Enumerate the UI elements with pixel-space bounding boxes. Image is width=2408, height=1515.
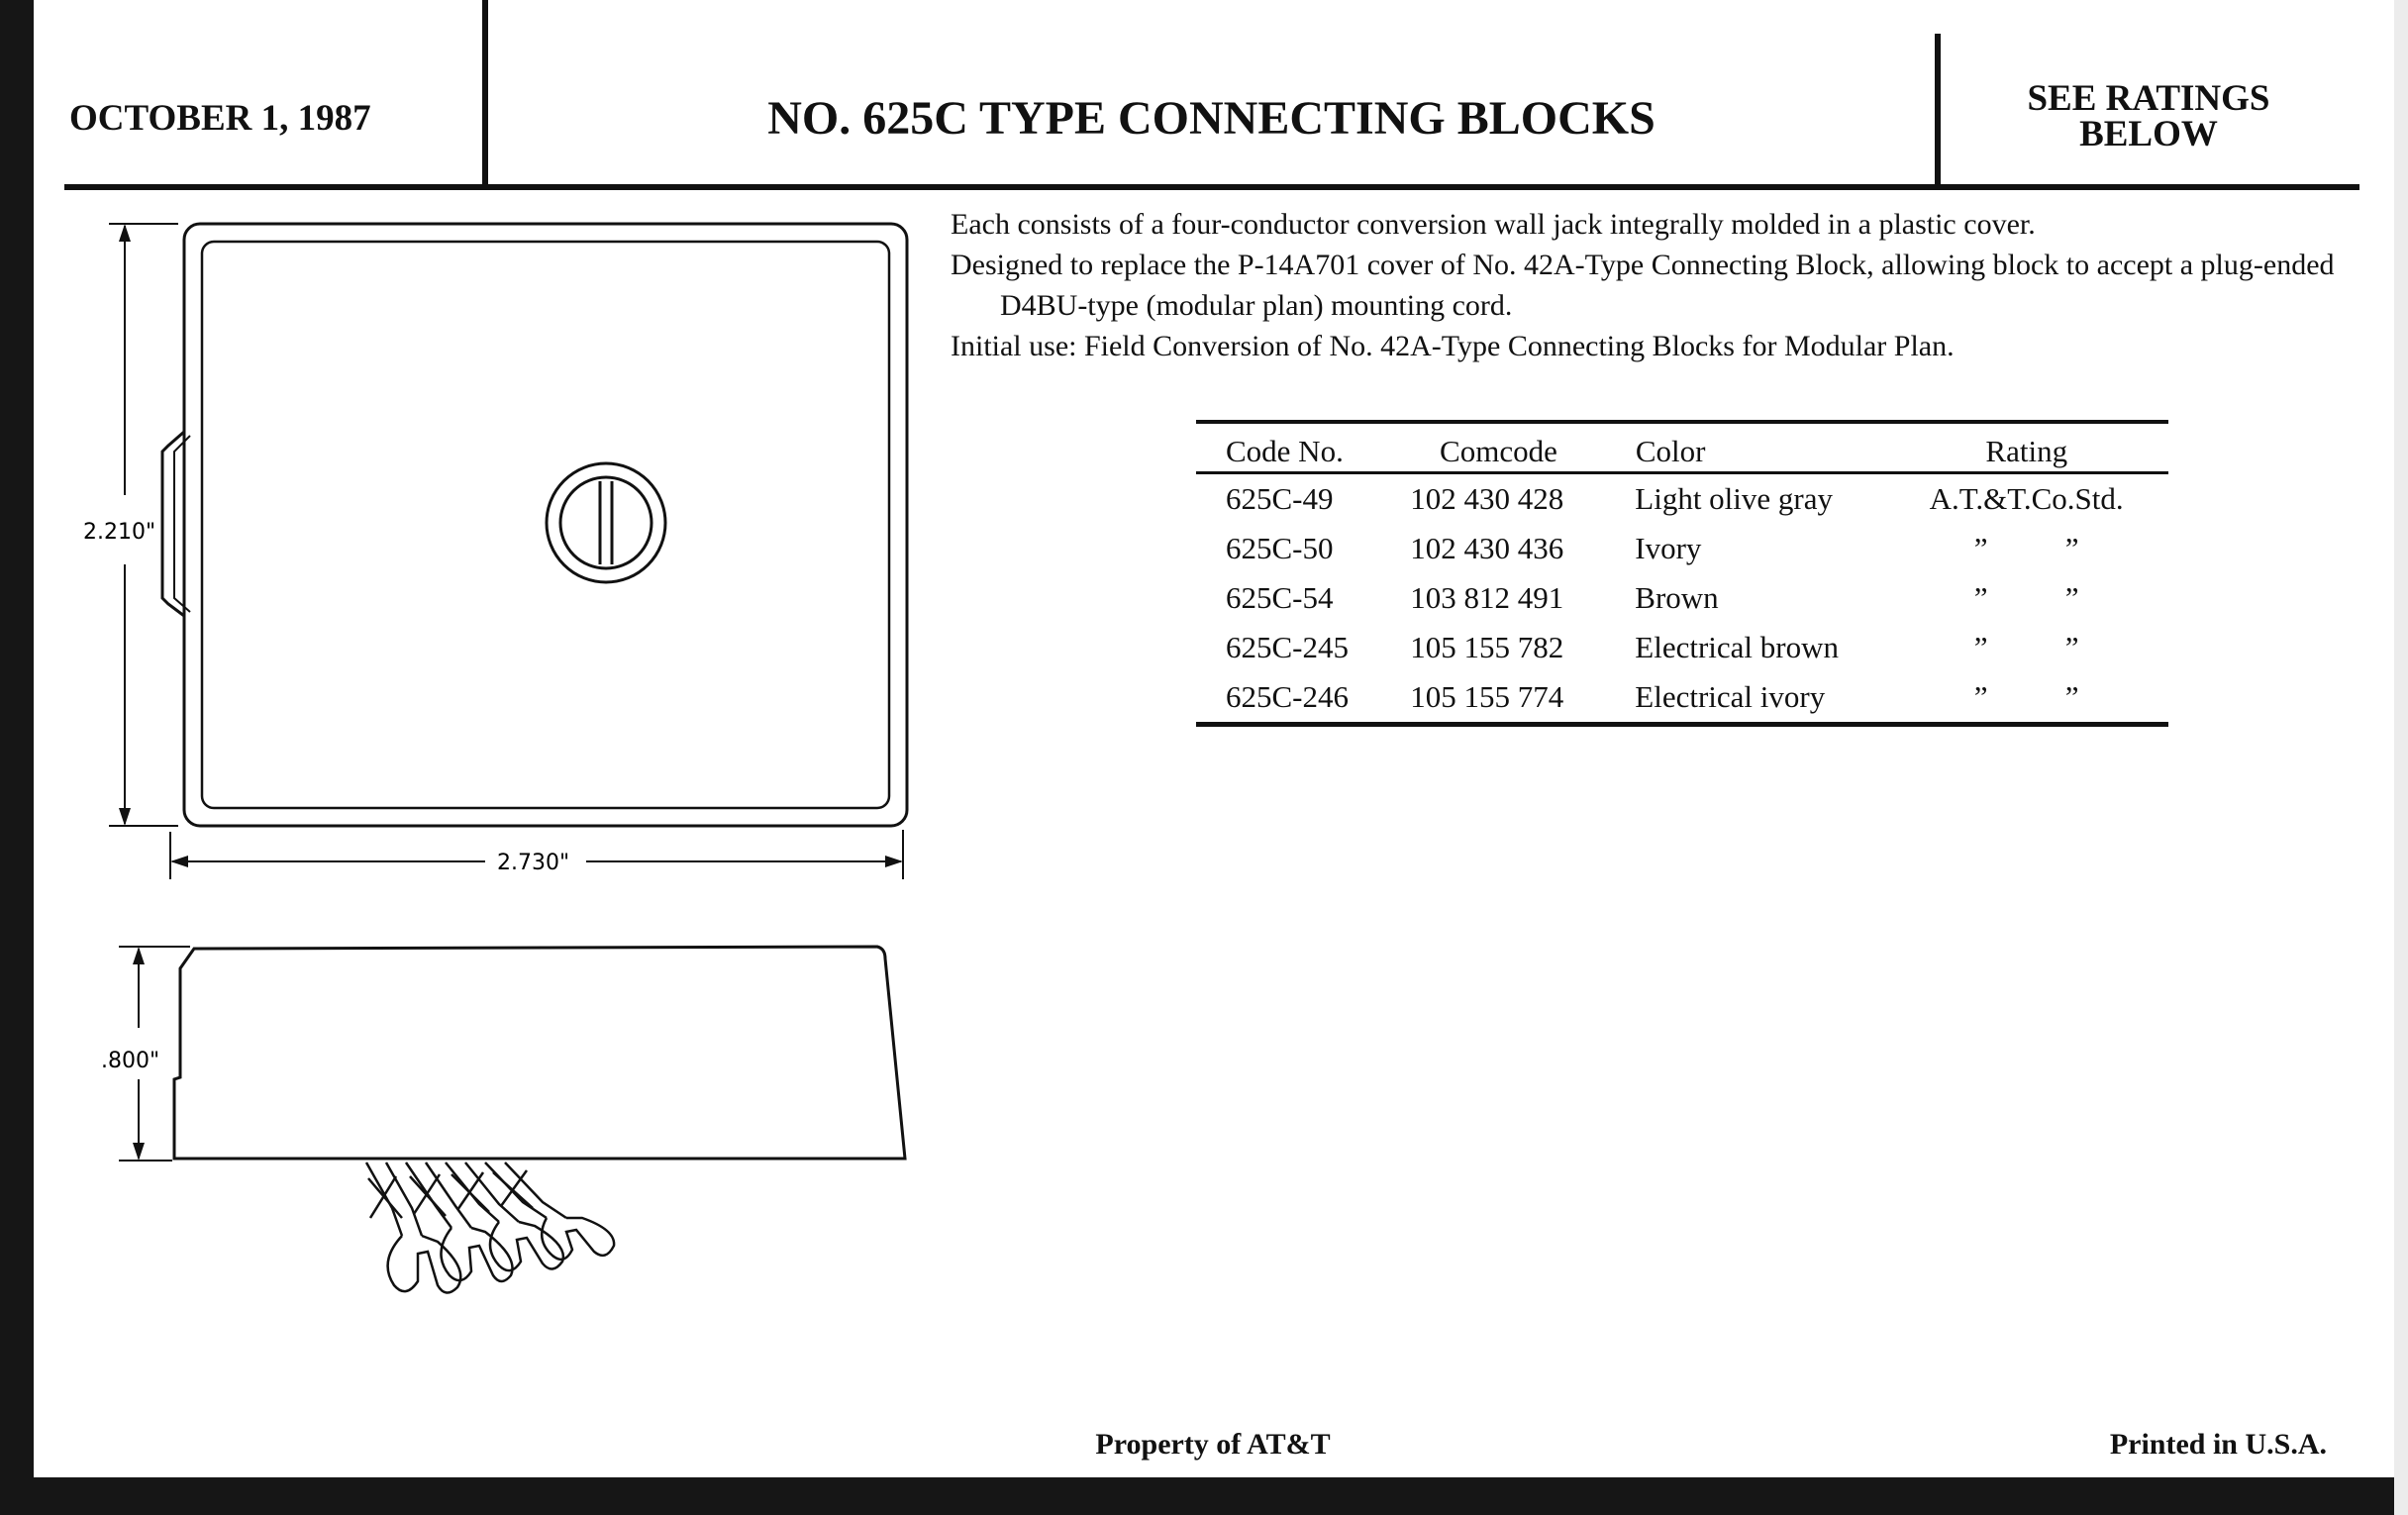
description-para-1: Each consists of a four-conductor conversion wall jack integrally molded in a plastic cover. [951, 208, 2036, 241]
wire-leads [366, 1162, 614, 1293]
table-row [1196, 524, 2168, 573]
cell-code: 625C-246 [1226, 679, 1349, 714]
spec-table [1196, 420, 2168, 727]
ratings-note-line1: SEE RATINGS [2027, 78, 2270, 119]
ditto-mark: ” [1973, 679, 1988, 714]
cell-color: Electrical brown [1635, 630, 1839, 664]
property-note: Property of AT&T [1095, 1428, 1331, 1461]
cell-rating [1884, 630, 2168, 665]
table-row [1196, 623, 2168, 672]
cell-rating [1884, 679, 2168, 715]
printed-note: Printed in U.S.A. [2109, 1428, 2327, 1461]
ditto-mark: ” [1973, 580, 1988, 615]
header-code: Code No. [1226, 434, 1344, 468]
ditto-mark: ” [1973, 531, 1988, 565]
block-side-view [174, 947, 905, 1159]
table-row [1196, 672, 2168, 722]
cell-comcode: 102 430 436 [1410, 531, 1564, 565]
page-title: NO. 625C TYPE CONNECTING BLOCKS [767, 92, 1656, 145]
width-dimension-label: 2.730" [497, 851, 570, 875]
cell-rating: A.T.&T.Co.Std. [1929, 481, 2124, 516]
description-para-2: Designed to replace the P-14A701 cover of No. 42A-Type Connecting Block, allowing block to accept a plug-ended D4BU-type (modular plan) mounting cord. [951, 249, 2335, 322]
cell-comcode: 105 155 774 [1410, 679, 1564, 714]
cell-rating [1884, 580, 2168, 616]
connecting-block-drawing [69, 198, 941, 1366]
ditto-mark: ” [2064, 580, 2079, 615]
cell-code: 625C-54 [1226, 580, 1334, 615]
cell-comcode: 102 430 428 [1410, 481, 1564, 516]
cell-color: Electrical ivory [1635, 679, 1826, 714]
screw-head [560, 477, 652, 568]
scan-bottom-edge [0, 1477, 2408, 1515]
cell-color: Light olive gray [1635, 481, 1833, 516]
scan-left-edge [0, 0, 34, 1485]
scan-right-edge [2394, 0, 2408, 1515]
table-bottom-rule [1196, 722, 2168, 727]
side-tab-inner [174, 436, 190, 612]
screw-outer-ring [547, 463, 665, 582]
ratings-note-line2: BELOW [2079, 114, 2218, 154]
cell-code: 625C-49 [1226, 481, 1334, 516]
cell-code: 625C-245 [1226, 630, 1349, 664]
ditto-mark: ” [2064, 679, 2079, 714]
cell-color: Ivory [1635, 531, 1702, 565]
header-rating: Rating [1985, 434, 2068, 468]
issue-date: OCTOBER 1, 1987 [69, 98, 371, 139]
cell-comcode: 103 812 491 [1410, 580, 1564, 615]
table-row [1196, 474, 2168, 524]
table-header [1196, 424, 2168, 471]
cell-code: 625C-50 [1226, 531, 1334, 565]
cell-rating [1884, 531, 2168, 566]
ditto-mark: ” [1973, 630, 1988, 664]
description-para-3: Initial use: Field Conversion of No. 42A-Type Connecting Blocks for Modular Plan. [951, 330, 1955, 362]
cell-comcode: 105 155 782 [1410, 630, 1564, 664]
ditto-mark: ” [2064, 531, 2079, 565]
ratings-note [1941, 78, 2357, 154]
cell-color: Brown [1635, 580, 1719, 615]
header-comcode: Comcode [1440, 434, 1557, 468]
description [951, 204, 2357, 366]
table-row [1196, 573, 2168, 623]
depth-dimension-label: .800" [101, 1049, 160, 1073]
header-rule [64, 184, 2359, 190]
height-dimension-label: 2.210" [83, 520, 156, 545]
header-color: Color [1635, 434, 1706, 468]
ditto-mark: ” [2064, 630, 2079, 664]
